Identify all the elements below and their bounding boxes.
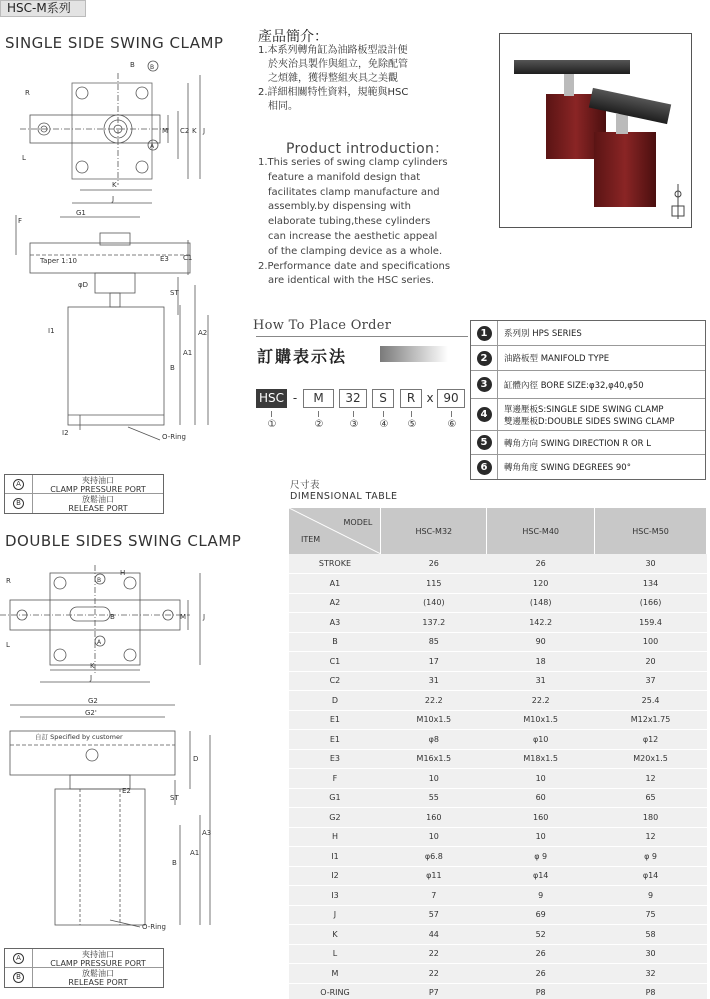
dim-table-row	[289, 944, 707, 964]
code-num: ③	[349, 419, 359, 430]
dim-table-row	[289, 905, 707, 925]
intro-en-line: 2.Performance date and specifications	[258, 260, 451, 272]
dim-value-cell: φ8	[381, 730, 487, 750]
double-port-b-label: B	[97, 577, 102, 584]
dim-value-cell: (166)	[595, 593, 707, 613]
code-tick	[451, 411, 452, 417]
dim-value-cell: φ12	[595, 730, 707, 750]
double-label-specified: 自訂 Specified by customer	[35, 733, 123, 741]
double-label-b2: B	[172, 859, 177, 867]
dim-value-cell: P8	[487, 983, 595, 999]
intro-en-line: of the clamping device as a whole.	[268, 245, 443, 257]
intro-zh-line: 1.本系列轉角缸為油路板型設計便	[258, 45, 408, 56]
dim-header-model-col: HSC-M50	[595, 508, 707, 554]
dim-value-cell: 134	[595, 574, 707, 594]
dim-header-item: ITEM	[301, 535, 321, 544]
double-label-l: L	[6, 641, 10, 649]
dim-value-cell: 31	[487, 671, 595, 691]
double-label-a1: A1	[190, 849, 200, 857]
dim-value-cell: M20x1.5	[595, 749, 707, 769]
intro-zh-text	[258, 44, 478, 114]
order-option	[471, 346, 705, 371]
single-title: SINGLE SIDE SWING CLAMP	[5, 34, 224, 52]
dim-item-cell: I1	[289, 847, 381, 867]
dim-value-cell: 22.2	[487, 691, 595, 711]
dim-value-cell: M12x1.75	[595, 710, 707, 730]
series-tag: HSC-M系列	[0, 0, 86, 17]
code-box-series: HSC	[256, 389, 287, 408]
option-text: 轉角角度 SWING DEGREES 90°	[504, 463, 631, 473]
code-box-type: M	[303, 389, 334, 408]
dim-header-corner	[289, 508, 381, 554]
dim-table-row	[289, 847, 707, 867]
double-label-h: H	[120, 569, 126, 577]
single-label-i2: I2	[62, 429, 69, 437]
dim-table-row	[289, 749, 707, 769]
dim-title-zh: 尺寸表	[290, 480, 321, 491]
code-tick	[411, 411, 412, 417]
legend-zh: 夾持油口	[82, 476, 114, 485]
dim-value-cell: M10x1.5	[487, 710, 595, 730]
intro-en-title: Product introduction：	[286, 141, 449, 157]
intro-zh-line: 於夾治具製作與組立，免除配管	[258, 59, 408, 70]
order-option	[471, 455, 705, 479]
dim-value-cell: 7	[381, 886, 487, 906]
legend-row	[5, 968, 163, 987]
double-label-st: ST	[170, 794, 179, 802]
dim-value-cell: 75	[595, 905, 707, 925]
dim-value-cell: 10	[487, 769, 595, 789]
dim-item-cell: I3	[289, 886, 381, 906]
dim-value-cell: φ11	[381, 866, 487, 886]
dim-table-row	[289, 866, 707, 886]
dim-item-cell: M	[289, 964, 381, 984]
order-title-zh: 訂購表示法	[257, 347, 348, 366]
dim-value-cell: 100	[595, 632, 707, 652]
dim-item-cell: F	[289, 769, 381, 789]
dim-value-cell: φ14	[595, 866, 707, 886]
dim-value-cell: 58	[595, 925, 707, 945]
dim-value-cell: φ6.8	[381, 847, 487, 867]
double-label-k: K	[90, 662, 95, 670]
code-num: ⑥	[447, 419, 457, 430]
dim-table-row	[289, 886, 707, 906]
dim-value-cell: M18x1.5	[487, 749, 595, 769]
dim-value-cell: 142.2	[487, 613, 595, 633]
dim-item-cell: O-RING	[289, 983, 381, 999]
dim-item-cell: A3	[289, 613, 381, 633]
legend-en: RELEASE PORT	[68, 978, 128, 987]
legend-zh: 夾持油口	[82, 950, 114, 959]
dim-table-row	[289, 964, 707, 984]
order-option	[471, 321, 705, 346]
code-num: ⑤	[407, 419, 417, 430]
legend-row	[5, 494, 163, 513]
dim-value-cell: 30	[595, 554, 707, 574]
double-port-a-label: A	[97, 639, 102, 646]
dim-item-cell: L	[289, 944, 381, 964]
double-label-g2: G2	[88, 697, 98, 705]
single-label-g1: G1	[76, 209, 86, 217]
code-sep: x	[426, 391, 434, 405]
dim-value-cell: 25.4	[595, 691, 707, 711]
single-port-a-label: A	[150, 143, 155, 150]
double-title: DOUBLE SIDES SWING CLAMP	[5, 532, 242, 550]
single-label-oring: O-Ring	[162, 433, 186, 441]
dim-table-row	[289, 808, 707, 828]
dim-value-cell: 22	[381, 964, 487, 984]
dim-item-cell: H	[289, 827, 381, 847]
dim-item-cell: G1	[289, 788, 381, 808]
option-text: 雙邊壓板D:DOUBLE SIDES SWING CLAMP	[504, 416, 675, 427]
double-label-r: R	[6, 577, 11, 585]
dim-value-cell: P7	[381, 983, 487, 999]
double-drawing	[0, 555, 250, 940]
dim-header-model-col: HSC-M40	[487, 508, 595, 554]
order-title-en: How To Place Order	[253, 318, 392, 333]
single-label-d: φD	[78, 281, 89, 289]
dim-value-cell: 32	[595, 964, 707, 984]
option-index: 4	[477, 407, 492, 422]
dim-item-cell: E1	[289, 710, 381, 730]
dim-table-row	[289, 652, 707, 672]
dim-value-cell: 159.4	[595, 613, 707, 633]
dim-value-cell: 12	[595, 769, 707, 789]
legend-mark: B	[13, 972, 24, 983]
legend-mark: A	[13, 479, 24, 490]
legend-row	[5, 949, 163, 968]
order-options-table	[470, 320, 706, 480]
dim-item-cell: K	[289, 925, 381, 945]
code-box-bore: 32	[339, 389, 367, 408]
dim-header-model-col: HSC-M32	[381, 508, 487, 554]
double-legend	[4, 948, 164, 988]
dim-value-cell: 57	[381, 905, 487, 925]
dim-table-row	[289, 691, 707, 711]
double-label-a3: A3	[202, 829, 212, 837]
intro-en-line: assembly.by dispensing with	[268, 201, 411, 213]
intro-zh-line: 相同。	[258, 101, 298, 112]
dim-value-cell: 120	[487, 574, 595, 594]
dim-title-en: DIMENSIONAL TABLE	[290, 491, 398, 502]
dim-value-cell: 22.2	[381, 691, 487, 711]
dim-table-row	[289, 827, 707, 847]
code-box-direction: R	[400, 389, 422, 408]
option-text: 缸體內徑 BORE SIZE:φ32,φ40,φ50	[504, 380, 644, 391]
dim-item-cell: J	[289, 905, 381, 925]
code-box-degrees: 90	[437, 389, 465, 408]
dim-value-cell: 9	[595, 886, 707, 906]
dim-value-cell: 160	[381, 808, 487, 828]
single-label-f: F	[18, 217, 23, 225]
double-label-d: D	[193, 755, 199, 763]
single-legend	[4, 474, 164, 514]
legend-row	[5, 475, 163, 494]
legend-mark: A	[13, 953, 24, 964]
code-num: ②	[314, 419, 324, 430]
single-label-a1: A1	[183, 349, 193, 357]
dim-value-cell: 52	[487, 925, 595, 945]
dimensional-table	[289, 508, 707, 999]
intro-zh-line: 之煩雜，獲得整組夾具之美觀	[258, 73, 398, 84]
single-label-k: K	[112, 181, 117, 189]
dim-value-cell: P8	[595, 983, 707, 999]
dim-item-cell: STROKE	[289, 554, 381, 574]
dim-value-cell: 30	[595, 944, 707, 964]
intro-en-text	[258, 156, 493, 289]
dim-value-cell: φ14	[487, 866, 595, 886]
dim-table-row	[289, 983, 707, 999]
legend-en: CLAMP PRESSURE PORT	[50, 485, 146, 494]
order-title-rule	[256, 336, 468, 337]
single-drawing	[0, 55, 250, 455]
dim-value-cell: 10	[487, 827, 595, 847]
dim-item-cell: I2	[289, 866, 381, 886]
dim-table-row	[289, 925, 707, 945]
single-label-st: ST	[170, 289, 179, 297]
dim-value-cell: 60	[487, 788, 595, 808]
dim-value-cell: 37	[595, 671, 707, 691]
dim-value-cell: 85	[381, 632, 487, 652]
option-text: 轉角方向 SWING DIRECTION R OR L	[504, 438, 652, 449]
single-label-a2: A2	[198, 329, 208, 337]
intro-en-line: feature a manifold design that	[268, 171, 421, 183]
order-option	[471, 399, 705, 431]
intro-en-line: 1.This series of swing clamp cylinders	[258, 157, 448, 168]
intro-en-line: can increase the aesthetic appeal	[268, 230, 438, 242]
dim-table-row	[289, 632, 707, 652]
dim-value-cell: 31	[381, 671, 487, 691]
code-tick	[383, 411, 384, 417]
dim-item-cell: D	[289, 691, 381, 711]
dim-value-cell: M16x1.5	[381, 749, 487, 769]
legend-en: CLAMP PRESSURE PORT	[50, 959, 146, 968]
option-index: 6	[477, 460, 492, 475]
dim-header-row	[289, 508, 707, 554]
intro-en-line: facilitates clamp manufacture and	[268, 186, 440, 198]
order-title-bar	[380, 346, 448, 362]
single-label-e3: E3	[160, 255, 169, 263]
code-num: ①	[267, 419, 277, 430]
dim-item-cell: C1	[289, 652, 381, 672]
dim-table-title	[290, 480, 398, 502]
single-label-b: B	[130, 61, 135, 69]
dim-value-cell: φ 9	[487, 847, 595, 867]
dim-value-cell: 17	[381, 652, 487, 672]
intro-zh-title: 產品簡介：	[258, 29, 328, 45]
dim-table-row	[289, 593, 707, 613]
dim-item-cell: G2	[289, 808, 381, 828]
legend-en: RELEASE PORT	[68, 504, 128, 513]
dim-value-cell: 22	[381, 944, 487, 964]
double-label-oring: O-Ring	[142, 923, 166, 931]
dim-item-cell: A1	[289, 574, 381, 594]
dim-value-cell: M10x1.5	[381, 710, 487, 730]
dim-value-cell: 180	[595, 808, 707, 828]
dim-value-cell: 160	[487, 808, 595, 828]
dim-table-row	[289, 574, 707, 594]
legend-zh: 放鬆油口	[82, 495, 114, 504]
dim-table-row	[289, 671, 707, 691]
dim-item-cell: C2	[289, 671, 381, 691]
dim-value-cell: 9	[487, 886, 595, 906]
product-photo	[499, 33, 692, 228]
dim-table-row	[289, 710, 707, 730]
dim-table-row	[289, 730, 707, 750]
option-text: 油路板型 MANIFOLD TYPE	[504, 354, 610, 364]
dim-table-row	[289, 554, 707, 574]
double-label-jv: J	[203, 613, 206, 621]
intro-zh-line: 2.詳細相關特性資料，規範與HSC	[258, 87, 409, 98]
code-tick	[271, 411, 272, 417]
double-label-m: M	[180, 613, 187, 621]
option-index: 1	[477, 326, 492, 341]
dim-value-cell: 26	[487, 944, 595, 964]
code-box-side: S	[372, 389, 394, 408]
dim-item-cell: B	[289, 632, 381, 652]
dim-value-cell: 10	[381, 769, 487, 789]
dim-value-cell: 69	[487, 905, 595, 925]
dim-value-cell: 65	[595, 788, 707, 808]
double-label-e2: E2	[122, 787, 131, 795]
single-label-m: M	[162, 127, 169, 135]
legend-zh: 放鬆油口	[82, 969, 114, 978]
single-label-r: R	[25, 89, 30, 97]
single-port-b-label: B	[150, 64, 155, 71]
code-tick	[318, 411, 319, 417]
single-label-taper: Taper 1:10	[40, 257, 77, 265]
option-index: 5	[477, 435, 492, 450]
code-num: ④	[379, 419, 389, 430]
code-sep: -	[292, 391, 298, 405]
intro-en-line: elaborate tubing,these cylinders	[268, 216, 431, 228]
dim-value-cell: 26	[487, 964, 595, 984]
dim-value-cell: 137.2	[381, 613, 487, 633]
dim-value-cell: 44	[381, 925, 487, 945]
single-label-i1: I1	[48, 327, 55, 335]
dim-item-cell: E1	[289, 730, 381, 750]
dim-item-cell: A2	[289, 593, 381, 613]
dim-value-cell: 55	[381, 788, 487, 808]
order-option	[471, 371, 705, 399]
single-label-b2: B	[170, 364, 175, 372]
option-index: 2	[477, 351, 492, 366]
dim-header-model: MODEL	[343, 518, 373, 527]
dim-item-cell: E3	[289, 749, 381, 769]
dim-table-row	[289, 613, 707, 633]
dim-value-cell: 20	[595, 652, 707, 672]
dim-value-cell: φ 9	[595, 847, 707, 867]
single-label-l: L	[22, 154, 26, 162]
code-tick	[353, 411, 354, 417]
dim-value-cell: (140)	[381, 593, 487, 613]
dim-value-cell: 12	[595, 827, 707, 847]
legend-mark: B	[13, 498, 24, 509]
dim-value-cell: 90	[487, 632, 595, 652]
dim-table-row	[289, 769, 707, 789]
single-label-kv: K	[192, 127, 197, 135]
dim-value-cell: (148)	[487, 593, 595, 613]
option-text: 單邊壓板S:SINGLE SIDE SWING CLAMP	[504, 404, 664, 415]
single-label-jv: J	[203, 127, 206, 135]
single-label-c1: C1	[183, 254, 193, 262]
dim-value-cell: 26	[487, 554, 595, 574]
double-label-g2p: G2'	[85, 709, 97, 717]
intro-en-line: are identical with the HSC series.	[268, 275, 435, 287]
dim-value-cell: 115	[381, 574, 487, 594]
option-index: 3	[477, 377, 492, 392]
single-label-j: J	[112, 195, 115, 203]
order-option	[471, 431, 705, 455]
double-label-b: B	[110, 613, 115, 621]
dim-table-row	[289, 788, 707, 808]
option-text: 系列別 HPS SERIES	[504, 329, 582, 339]
single-label-c2: C2	[180, 127, 190, 135]
dim-value-cell: 26	[381, 554, 487, 574]
dim-value-cell: φ10	[487, 730, 595, 750]
dim-value-cell: 18	[487, 652, 595, 672]
double-label-j: J	[90, 674, 93, 682]
dim-value-cell: 10	[381, 827, 487, 847]
